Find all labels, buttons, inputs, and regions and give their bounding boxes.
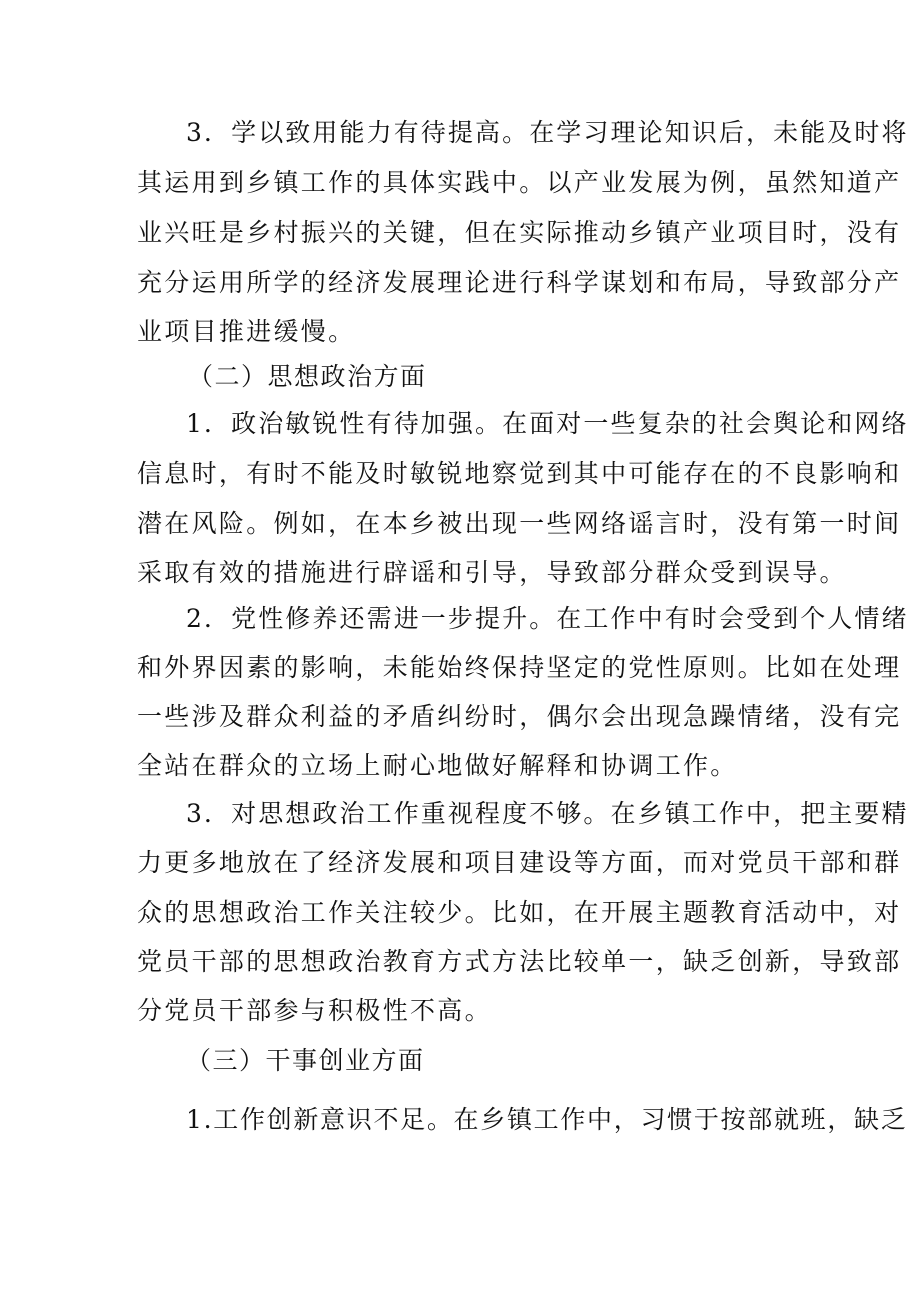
paragraph-line: 潜在风险。例如，在本乡被出现一些网络谣言时，没有第一时间: [137, 509, 902, 538]
paragraph-line: 业兴旺是乡村振兴的关键，但在实际推动乡镇产业项目时，没有: [137, 218, 902, 247]
paragraph-line: 一些涉及群众利益的矛盾纠纷时，偶尔会出现急躁情绪，没有完: [137, 702, 902, 731]
paragraph-line: 3．对思想政治工作重视程度不够。在乡镇工作中，把主要精: [186, 799, 909, 828]
paragraph-line: 信息时，有时不能及时敏锐地察觉到其中可能存在的不良影响和: [137, 459, 902, 488]
section-heading: （三）干事创业方面: [186, 1046, 425, 1075]
paragraph-line: 众的思想政治工作关注较少。比如，在开展主题教育活动中，对: [137, 898, 902, 927]
paragraph-line: 其运用到乡镇工作的具体实践中。以产业发展为例，虽然知道产: [137, 168, 902, 197]
paragraph-line: 1.工作创新意识不足。在乡镇工作中，习惯于按部就班，缺乏: [186, 1105, 908, 1134]
paragraph-line: 3．学以致用能力有待提高。在学习理论知识后，未能及时将: [186, 118, 909, 147]
paragraph-line: 采取有效的措施进行辟谣和引导，导致部分群众受到误导。: [137, 558, 847, 587]
paragraph-line: 和外界因素的影响，未能始终保持坚定的党性原则。比如在处理: [137, 653, 902, 682]
paragraph-line: 2．党性修养还需进一步提升。在工作中有时会受到个人情绪: [186, 604, 909, 633]
paragraph-line: 1．政治敏锐性有待加强。在面对一些复杂的社会舆论和网络: [186, 409, 909, 438]
paragraph-line: 业项目推进缓慢。: [137, 317, 356, 346]
paragraph-line: 分党员干部参与积极性不高。: [137, 996, 492, 1025]
paragraph-line: 力更多地放在了经济发展和项目建设等方面，而对党员干部和群: [137, 848, 902, 877]
section-heading: （二）思想政治方面: [188, 362, 427, 391]
paragraph-line: 充分运用所学的经济发展理论进行科学谋划和布局，导致部分产: [137, 268, 902, 297]
paragraph-line: 全站在群众的立场上耐心地做好解释和协调工作。: [137, 751, 738, 780]
paragraph-line: 党员干部的思想政治教育方式方法比较单一，缺乏创新，导致部: [137, 947, 902, 976]
